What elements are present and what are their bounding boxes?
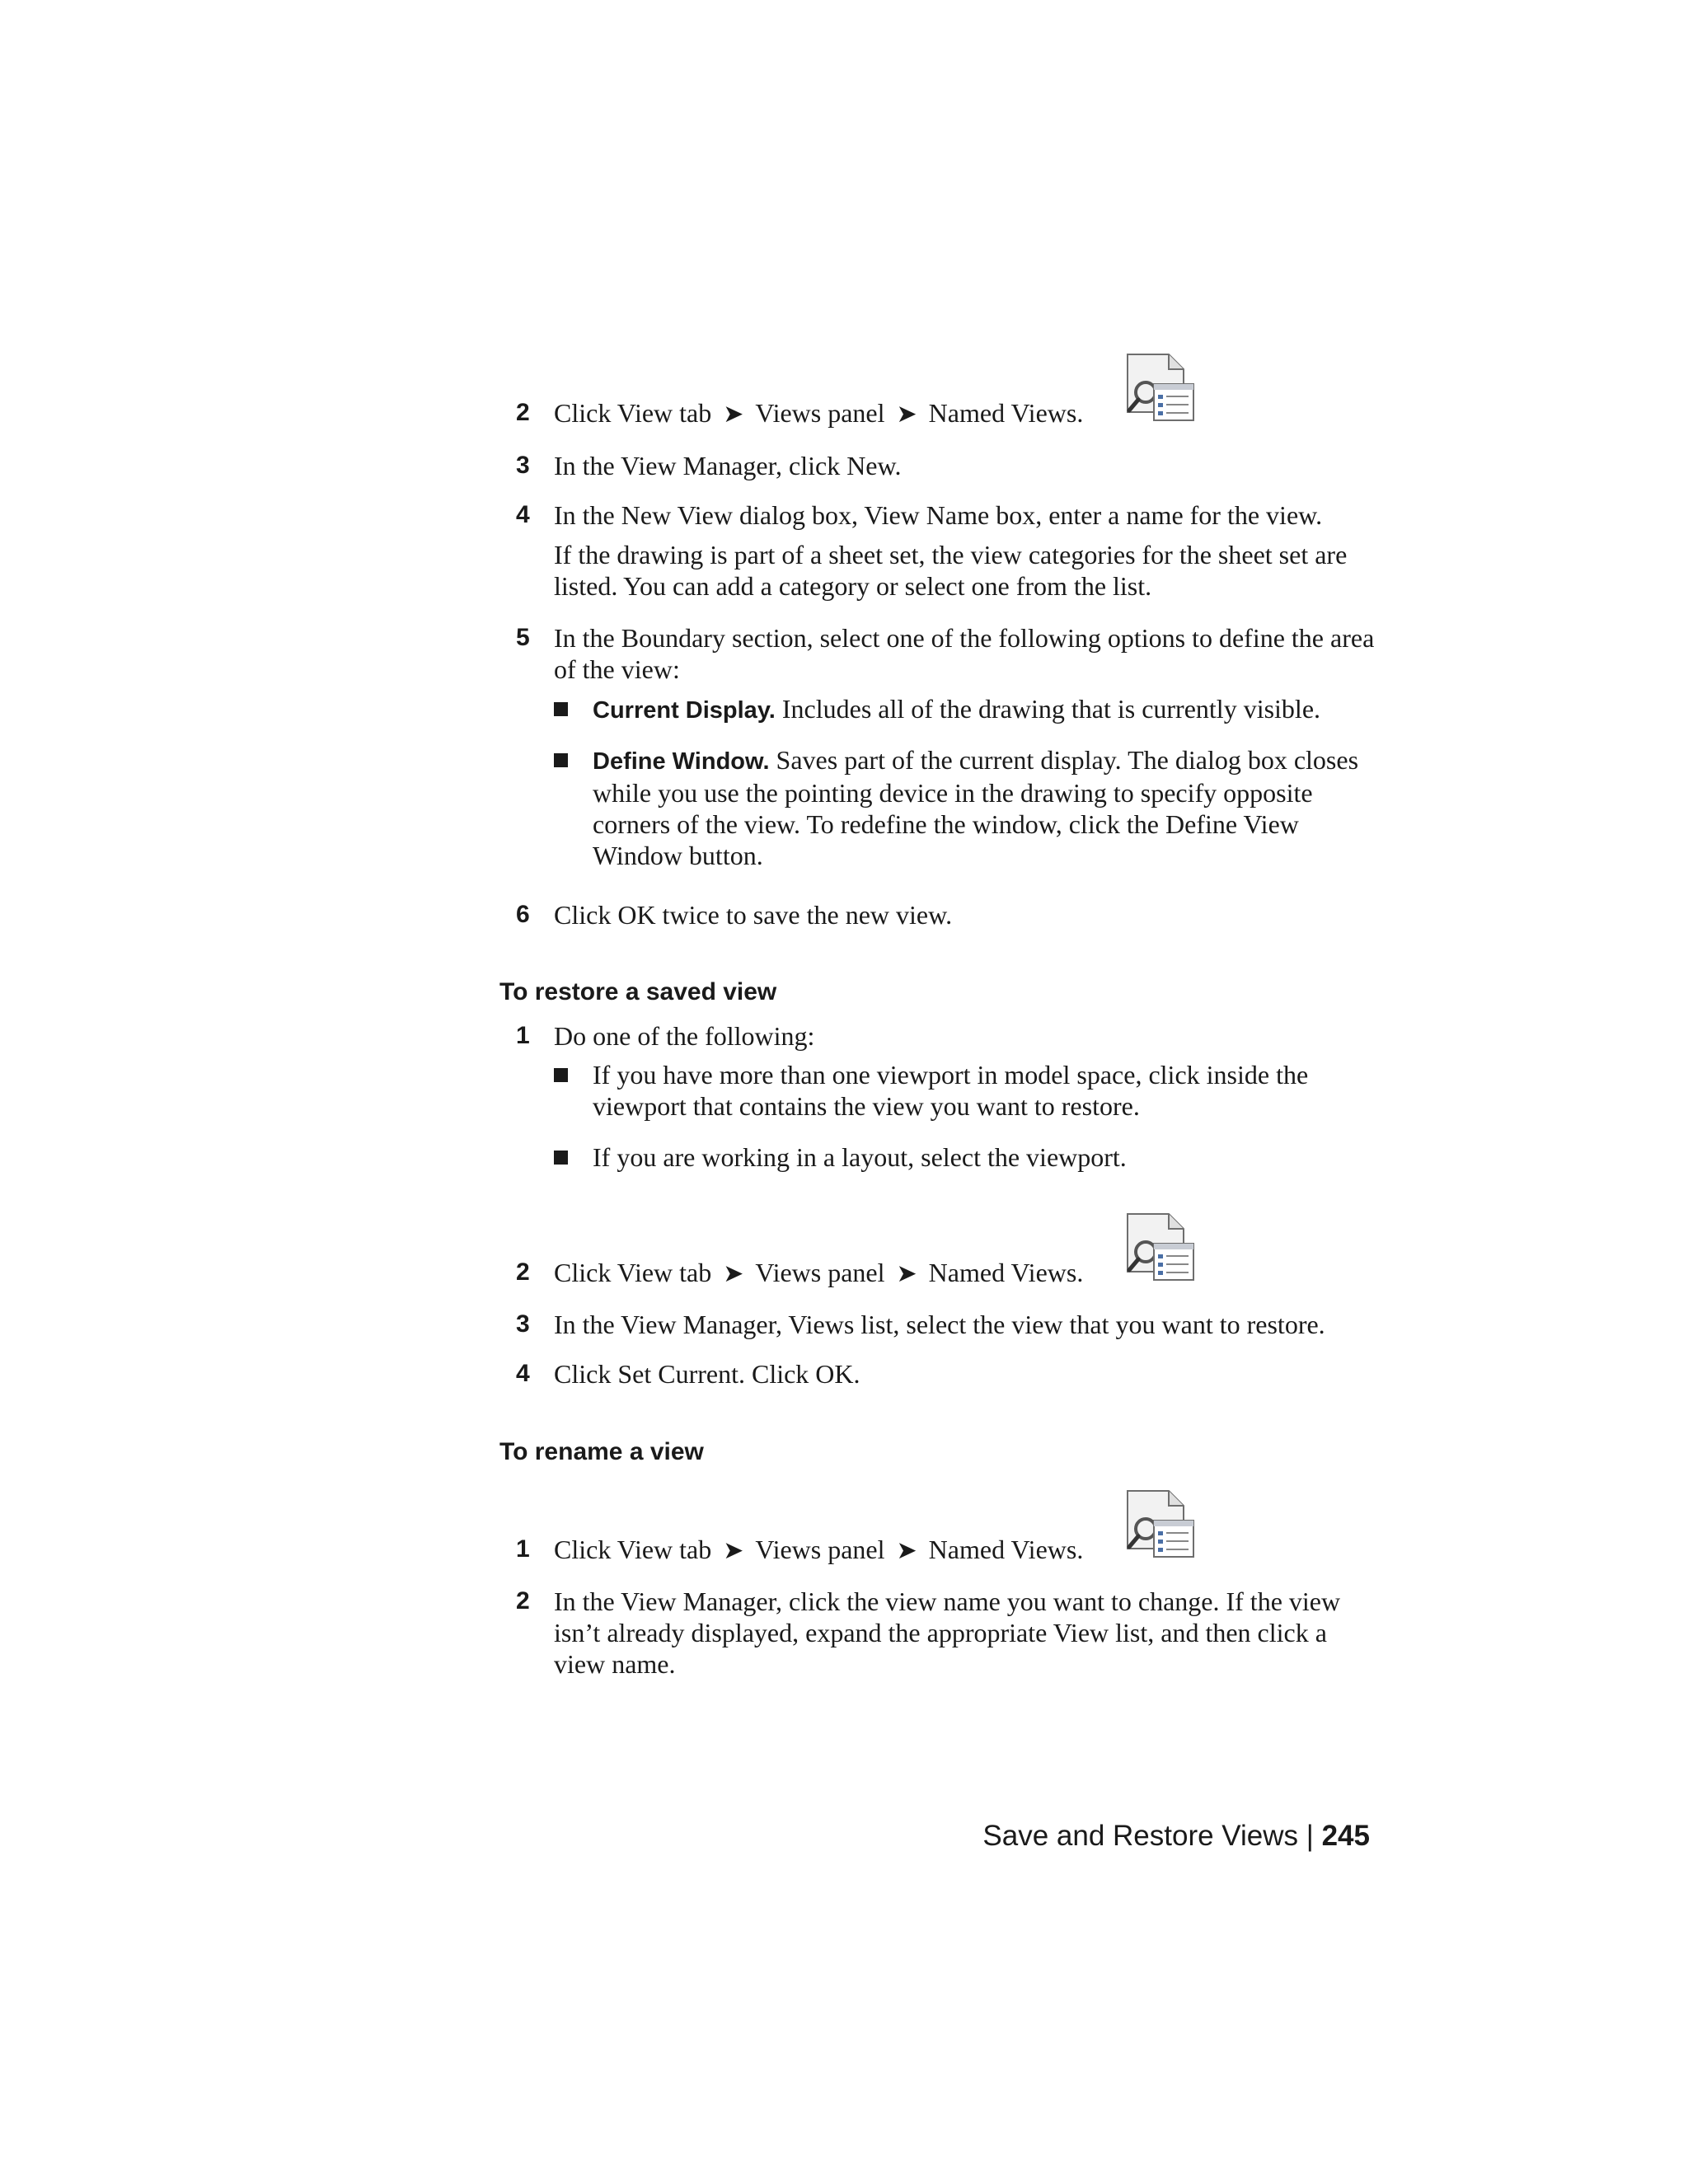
path-segment: Views panel	[755, 1535, 885, 1564]
arrow-icon: ➤	[723, 1260, 744, 1287]
bullet-marker	[554, 1068, 568, 1082]
step-note: If the drawing is part of a sheet set, the view categories for the sheet set are listed. You can add a category or select one from the list.	[554, 540, 1348, 601]
bullet-marker	[554, 1151, 568, 1165]
bullet-text: Saves part of the current display. The dialog box closes while you use the pointing device in the drawing to specify opposite corners of the view. To redefine the window, click the Define View Window button.	[593, 745, 1359, 870]
bullet-term: Current Display.	[593, 697, 776, 724]
section-heading: To rename a view	[499, 1438, 704, 1465]
page-number: 245	[1321, 1820, 1370, 1852]
path-segment: Named Views.	[928, 398, 1084, 428]
step-number: 2	[516, 1258, 530, 1286]
step-number: 1	[516, 1022, 530, 1049]
step-number: 2	[516, 399, 530, 426]
path-segment: Views panel	[755, 398, 885, 428]
bullet-marker	[554, 702, 568, 716]
step-number: 2	[516, 1587, 530, 1615]
step-number: 1	[516, 1535, 530, 1563]
step-text: In the New View dialog box, View Name box, enter a name for the view.	[554, 500, 1323, 530]
bullet-item: If you have more than one viewport in model space, click inside the viewport that contains the view you want to restore.	[593, 1060, 1309, 1121]
step-path	[554, 397, 1378, 430]
step-number: 4	[516, 1360, 530, 1387]
arrow-icon: ➤	[896, 1260, 917, 1287]
path-segment: Click View tab	[554, 1535, 712, 1564]
step-path	[554, 1534, 1378, 1567]
bullet-marker	[554, 753, 568, 767]
path-segment: Click View tab	[554, 398, 712, 428]
footer-title: Save and Restore Views	[982, 1820, 1299, 1852]
arrow-icon: ➤	[723, 401, 744, 428]
bullet-item	[593, 744, 1384, 871]
step-text: Click OK twice to save the new view.	[554, 900, 953, 930]
step-number: 3	[516, 452, 530, 479]
path-segment: Named Views.	[928, 1535, 1084, 1564]
step-number: 3	[516, 1310, 530, 1338]
step-number: 6	[516, 901, 530, 928]
step-path	[554, 1257, 1378, 1290]
footer-separator: |	[1306, 1820, 1314, 1852]
path-segment: Views panel	[755, 1258, 885, 1287]
named-views-icon	[1121, 351, 1197, 427]
step-text: Click Set Current. Click OK.	[554, 1359, 860, 1389]
step-text: In the View Manager, click the view name you want to change. If the view isn’t already displayed, expand the appropriate View list, and then click a view name.	[554, 1586, 1341, 1679]
step-text: In the View Manager, Views list, select the view that you want to restore.	[554, 1310, 1325, 1339]
bullet-item: If you are working in a layout, select the viewport.	[593, 1142, 1127, 1172]
arrow-icon: ➤	[723, 1537, 744, 1564]
named-views-icon	[1121, 1211, 1197, 1286]
step-text: Do one of the following:	[554, 1021, 815, 1051]
step-text: In the Boundary section, select one of the following options to define the area of the view:	[554, 623, 1375, 684]
arrow-icon: ➤	[896, 401, 917, 428]
named-views-icon	[1121, 1488, 1197, 1563]
bullet-text: Includes all of the drawing that is currently visible.	[775, 694, 1321, 724]
section-heading: To restore a saved view	[499, 978, 777, 1005]
bullet-term: Define Window.	[593, 748, 770, 775]
path-segment: Click View tab	[554, 1258, 712, 1287]
step-number: 5	[516, 624, 530, 651]
page-footer	[982, 1820, 1370, 1853]
step-number: 4	[516, 501, 530, 528]
bullet-item	[593, 693, 1384, 726]
step-text: In the View Manager, click New.	[554, 451, 902, 480]
path-segment: Named Views.	[928, 1258, 1084, 1287]
arrow-icon: ➤	[896, 1537, 917, 1564]
